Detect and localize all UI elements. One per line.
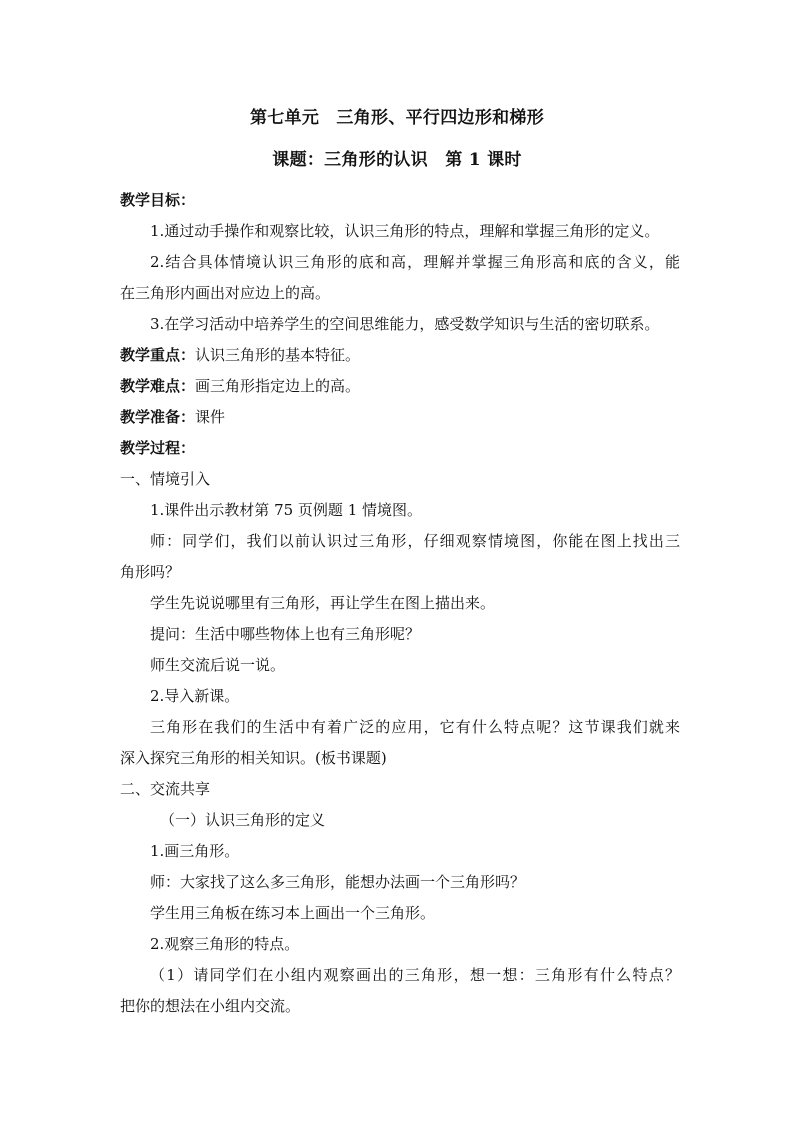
section-1-para-5: 师生交流后说一说。 (150, 656, 286, 674)
objectives-label: 教学目标： (120, 191, 196, 209)
section-1-para-3: 学生先说说哪里有三角形，再让学生在图上描出来。 (150, 594, 496, 612)
unit-title: 第七单元 三角形、平行四边形和梯形 (249, 108, 545, 128)
objective-1: 1.通过动手操作和观察比较，认识三角形的特点，理解和掌握三角形的定义。 (150, 222, 660, 240)
section-2-para-4: 2.观察三角形的特点。 (150, 935, 300, 953)
preparation (120, 402, 680, 433)
objective-2-line-1: 2.结合具体情境认识三角形的底和高，理解并掌握三角形高和底的含义，能 (150, 253, 680, 271)
section-2-subheading: （一）认识三角形的定义 (160, 811, 326, 829)
section-2-para-2: 师：大家找了这么多三角形，能想办法画一个三角形吗？ (150, 873, 526, 891)
section-1-para-6: 2.导入新课。 (150, 687, 240, 705)
process-label: 教学过程： (120, 439, 196, 457)
objective-3: 3.在学习活动中培养学生的空间思维能力，感受数学知识与生活的密切联系。 (150, 315, 660, 333)
section-2-para-3: 学生用三角板在练习本上画出一个三角形。 (150, 904, 436, 922)
section-2-para-1: 1.画三角形。 (150, 842, 240, 860)
section-1-para-1: 1.课件出示教材第 75 页例题 1 情境图。 (150, 501, 423, 519)
section-1-para-7-line-1: 三角形在我们的生活中有着广泛的应用，它有什么特点呢？这节课我们就来 (150, 718, 680, 736)
section-1-para-2-line-1: 师：同学们，我们以前认识过三角形，仔细观察情境图，你能在图上找出三 (150, 532, 680, 550)
section-1-para-7-line-2: 深入探究三角形的相关知识。(板书课题) (120, 749, 387, 767)
key-point (120, 340, 680, 371)
preparation-text: 课件 (195, 408, 226, 426)
section-2-para-5-line-2: 把你的想法在小组内交流。 (120, 997, 301, 1015)
lesson-title: 课题：三角形的认识 第 1 课时 (272, 150, 522, 170)
key-point-label: 教学重点： (120, 346, 196, 364)
document-body (120, 185, 680, 1022)
section-1-heading: 一、情境引入 (120, 470, 211, 488)
key-point-text: 认识三角形的基本特征。 (195, 346, 361, 364)
difficulty (120, 371, 680, 402)
section-1-para-4: 提问：生活中哪些物体上也有三角形呢？ (150, 625, 421, 643)
section-2-heading: 二、交流共享 (120, 780, 211, 798)
section-2-para-5-line-1: （1）请同学们在小组内观察画出的三角形，想一想：三角形有什么特点？ (150, 966, 680, 984)
difficulty-label: 教学难点： (120, 377, 196, 395)
preparation-label: 教学准备： (120, 408, 196, 426)
difficulty-text: 画三角形指定边上的高。 (195, 377, 361, 395)
section-1-para-2-line-2: 角形吗？ (120, 563, 181, 581)
objective-2-line-2: 在三角形内画出对应边上的高。 (120, 284, 331, 302)
